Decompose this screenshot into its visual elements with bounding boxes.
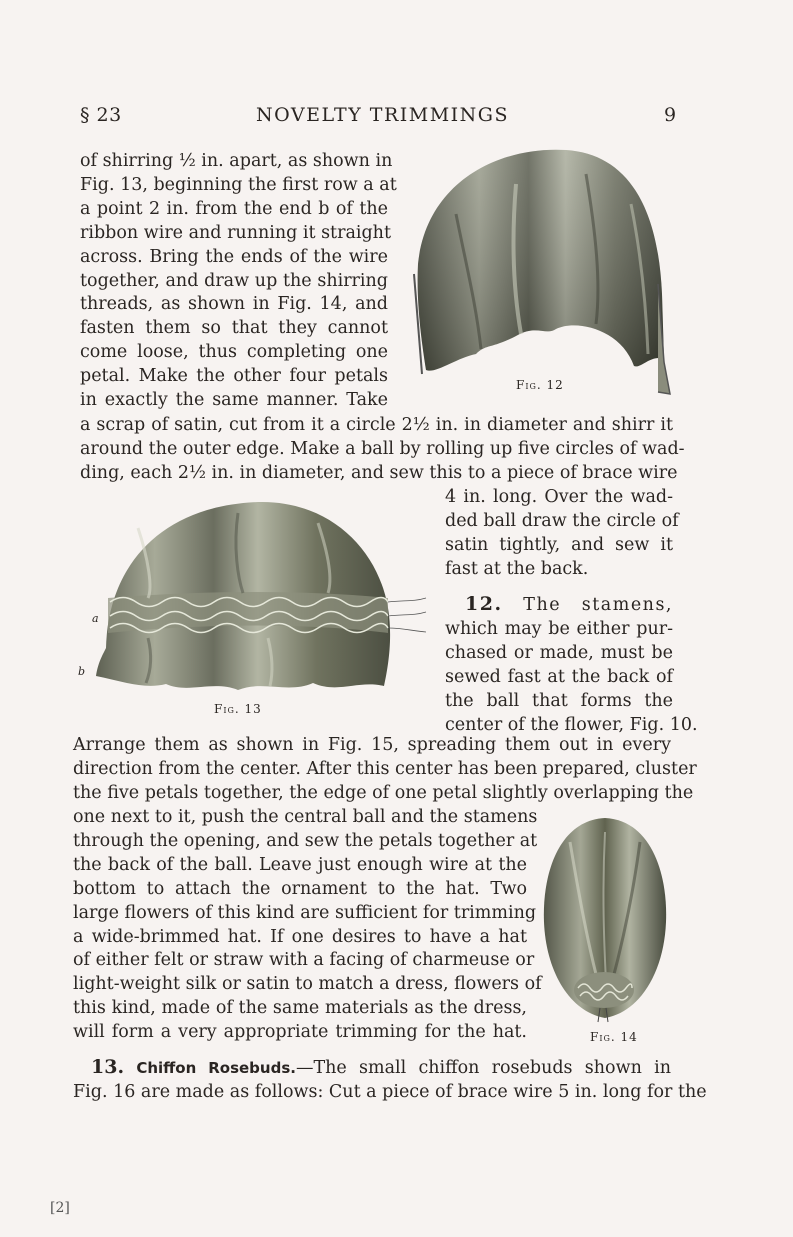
figure-13-label-b: b: [78, 665, 87, 678]
page-number: 9: [664, 104, 677, 126]
section-13-first-line: [73, 1056, 671, 1081]
text-line: the back of the ball. Leave just enough wire at the: [73, 854, 527, 875]
text-line: a wide-brimmed hat. If one desires to have a hat: [73, 926, 527, 947]
figure-12-caption: Fig. 12: [516, 378, 564, 392]
text-line: Arrange them as shown in Fig. 15, spreading them out in every: [73, 735, 671, 755]
text-line: one next to it, push the central ball and the stamens: [73, 807, 538, 827]
section-13-number: 13.: [91, 1056, 125, 1078]
text-line: through the opening, and sew the petals together at: [73, 830, 538, 851]
text-line: petal. Make the other four petals: [80, 366, 388, 387]
figure-12-petal-illustration: [396, 144, 674, 402]
text-line: ribbon wire and running it straight: [80, 222, 391, 243]
text-line: of either felt or straw with a facing of charmeuse or: [73, 950, 535, 971]
text-line: around the outer edge. Make a ball by rolling up five circles of wad-: [80, 438, 685, 459]
section-12-first-line: [445, 593, 673, 618]
section-12-number: 12.: [465, 593, 503, 615]
text-line: satin tightly, and sew it: [445, 534, 673, 555]
text-block-left-bottom: [73, 806, 542, 1045]
footer-signature-mark: [2]: [50, 1200, 70, 1216]
text-line: 4 in. long. Over the wad-: [445, 487, 673, 507]
text-line: fasten them so that they cannot: [80, 318, 388, 339]
text-line: come loose, thus completing one: [80, 342, 388, 363]
figure-13-shirred-petal: [88, 498, 430, 698]
text-line: center of the flower, Fig. 10.: [445, 714, 698, 735]
text-line: ded ball draw the circle of: [445, 510, 679, 531]
text-line: fast at the back.: [445, 558, 589, 579]
text-block-full-1: [80, 414, 685, 486]
figure-14-caption: Fig. 14: [590, 1030, 638, 1044]
text-line: direction from the center. After this center has been prepared, cluster: [73, 758, 697, 779]
text-line: light-weight silk or satin to match a dress, flowers of: [73, 974, 542, 995]
text-line: the five petals together, the edge of one petal slightly overlapping the: [73, 782, 694, 803]
text-line: threads, as shown in Fig. 14, and: [80, 294, 388, 315]
text-line: will form a very appropriate trimming for the hat.: [73, 1022, 527, 1043]
header-title: NOVELTY TRIMMINGS: [256, 104, 509, 126]
text-line: chased or made, must be: [445, 642, 673, 663]
text-line: a point 2 in. from the end b of the: [80, 198, 388, 219]
section-13-second-line: Fig. 16 are made as follows: Cut a piece of brace wire 5 in. long for the: [73, 1081, 707, 1102]
text-line: this kind, made of the same materials as the dress,: [73, 998, 527, 1019]
text-line: bottom to attach the ornament to the hat. Two: [73, 878, 527, 899]
header-section: § 23: [80, 104, 122, 126]
text-line: sewed fast at the back of: [445, 666, 673, 687]
text-line: across. Bring the ends of the wire: [80, 246, 388, 267]
section-13-first-text: —The small chiffon rosebuds shown in: [295, 1058, 671, 1078]
text-line: together, and draw up the shirring: [80, 270, 388, 291]
text-line: large flowers of this kind are sufficient for trimming: [73, 902, 537, 923]
text-line: a scrap of satin, cut from it a circle 2½ in. in diameter and shirr it: [80, 415, 673, 435]
text-line: the ball that forms the: [445, 690, 673, 711]
figure-13-caption: Fig. 13: [214, 702, 262, 716]
section-13-title: Chiffon Rosebuds.: [136, 1059, 296, 1077]
figure-14-gathered-petal: [540, 812, 670, 1024]
section-13: [73, 1056, 707, 1105]
text-line: of shirring ½ in. apart, as shown in: [80, 151, 393, 171]
text-block-right-mid: [445, 486, 679, 582]
text-line: Fig. 13, beginning the first row a at: [80, 174, 397, 195]
figure-13-label-a: a: [92, 612, 100, 625]
section-12-first-text: The stamens,: [523, 595, 673, 615]
text-block-top-left: [80, 150, 397, 413]
text-line: in exactly the same manner. Take: [80, 390, 388, 411]
section-12: [445, 593, 698, 737]
text-line: ding, each 2½ in. in diameter, and sew this to a piece of brace wire: [80, 462, 678, 483]
text-block-full-2: [73, 734, 697, 806]
text-line: which may be either pur-: [445, 618, 673, 639]
section-12-body: [445, 618, 698, 738]
